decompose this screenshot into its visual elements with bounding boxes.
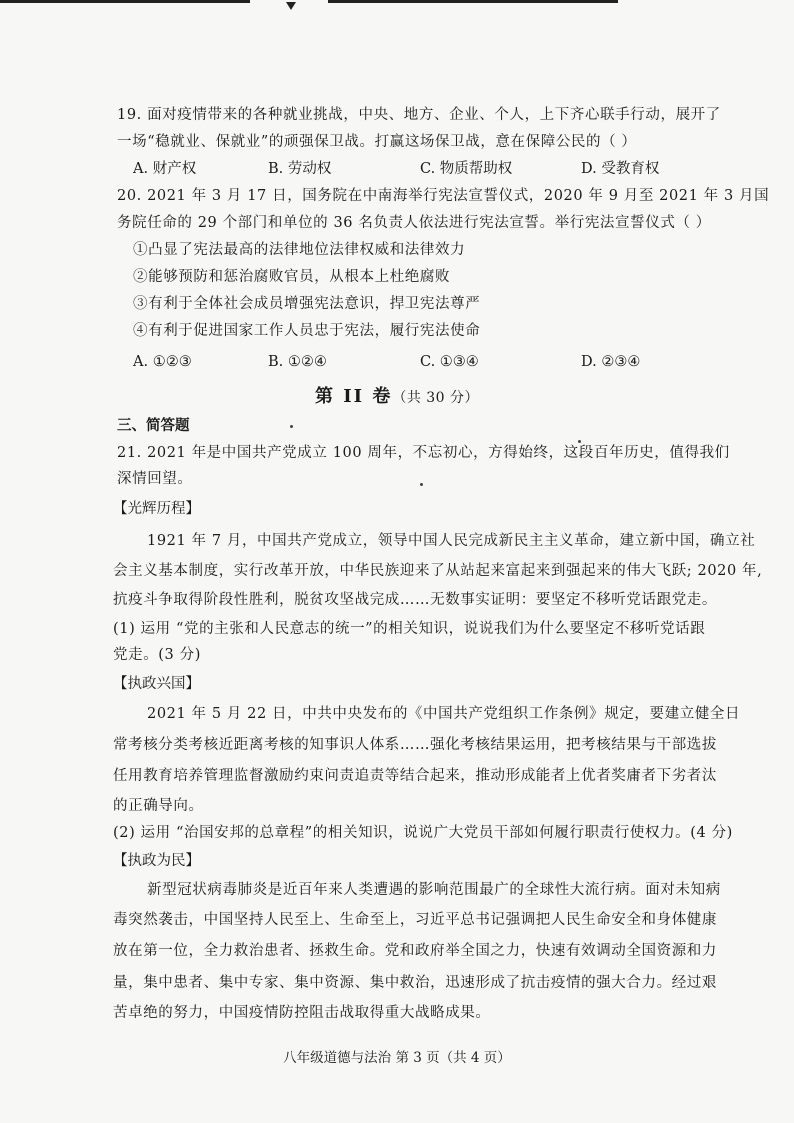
q20-statement-3: ③有利于全体社会成员增强宪法意识，捍卫宪法尊严 — [133, 296, 481, 312]
q20-option-a: A. ①②③ — [133, 354, 192, 370]
part2-score: （共 30 分） — [392, 390, 480, 406]
q21-heading-governing: 【执政兴国】 — [113, 676, 200, 692]
q20-statement-2: ②能够预防和惩治腐败官员，从根本上杜绝腐败 — [133, 269, 451, 285]
q19-line1: 19. 面对疫情带来的各种就业挑战，中央、地方、企业、个人，上下齐心联手行动，展开了 — [117, 107, 721, 123]
q21-material3-line5: 苦卓绝的努力，中国疫情防控阻击战取得重大战略成果。 — [113, 1005, 491, 1021]
q21-material1-line2: 会主义基本制度，实行改革开放，中华民族迎来了从站起来富起来到强起来的伟大飞跃; 2020 年, — [113, 563, 763, 579]
scan-speck — [578, 440, 581, 443]
q21-material2-line2: 常考核分类考核近距离考核的知事识人体系……强化考核结果运用，把考核结果与干部选拔 — [113, 737, 717, 753]
part2-title-text: 第 II 卷 — [314, 386, 393, 407]
q19-option-c: C. 物质帮助权 — [420, 161, 513, 177]
q19-line2: 一场“稳就业、保就业”的顽强保卫战。打赢这场保卫战，意在保障公民的（ ） — [117, 134, 637, 150]
q21-material2-line3: 任用教育培养管理监督激励约束问责追责等结合起来，推动形成能者上优者奖庸者下劣者汰 — [113, 768, 717, 784]
q21-material1-line3: 抗疫斗争取得阶段性胜利，脱贫攻坚战完成……无数事实证明：要坚定不移听党话跟党走。 — [113, 592, 717, 608]
q21-material3-line4: 量，集中患者、集中专家、集中资源、集中救治，迅速形成了抗击疫情的强大合力。经过艰 — [113, 975, 717, 991]
q21-subquestion2: (2) 运用 “治国安邦的总章程”的相关知识，说说广大党员干部如何履行职责行使权力。(4 分) — [113, 825, 733, 841]
q21-material2-line1: 2021 年 5 月 22 日，中共中央发布的《中国共产党组织工作条例》规定，要建立健全日 — [147, 706, 741, 722]
q21-intro-line2: 深情回望。 — [117, 471, 193, 487]
q20-option-b: B. ①②④ — [268, 354, 327, 370]
q21-subquestion1-line1: (1) 运用 “党的主张和人民意志的统一”的相关知识，说说我们为什么要坚定不移听党话跟 — [113, 621, 706, 637]
q20-line2: 务院任命的 29 个部门和单位的 36 名负责人依法进行宪法宣誓。举行宪法宣誓仪式（ ） — [117, 215, 711, 231]
part2-title — [0, 382, 794, 408]
q21-heading-for-people: 【执政为民】 — [113, 853, 200, 869]
q20-option-c: C. ①③④ — [420, 354, 479, 370]
scan-edge-mark — [328, 0, 618, 3]
scan-arrow-mark — [286, 2, 296, 10]
q21-heading-glorious-history: 【光辉历程】 — [113, 501, 200, 517]
page-footer: 八年级道德与法治 第 3 页（共 4 页） — [283, 1050, 511, 1066]
q21-intro-line1: 21. 2021 年是中国共产党成立 100 周年，不忘初心，方得始终，这段百年历史，值得我们 — [117, 445, 730, 461]
section-3-heading: 三、简答题 — [117, 417, 190, 434]
scan-speck — [420, 483, 423, 486]
q21-material2-line4: 的正确导向。 — [113, 798, 204, 814]
q19-option-a: A. 财产权 — [133, 161, 197, 177]
q19-option-d: D. 受教育权 — [581, 161, 660, 177]
q20-line1: 20. 2021 年 3 月 17 日，国务院在中南海举行宪法宣誓仪式，2020 年 9 月至 2021 年 3 月国 — [117, 188, 770, 204]
q21-material1-line1: 1921 年 7 月，中国共产党成立，领导中国人民完成新民主主义革命，建立新中国，确立社 — [147, 533, 756, 549]
q19-option-b: B. 劳动权 — [268, 161, 332, 177]
q21-material3-line2: 毒突然袭击，中国坚持人民至上、生命至上，习近平总书记强调把人民生命安全和身体健康 — [113, 912, 717, 928]
scan-edge-mark — [0, 0, 250, 3]
q20-statement-4: ④有利于促进国家工作人员忠于宪法，履行宪法使命 — [133, 323, 481, 339]
q20-option-d: D. ②③④ — [581, 354, 641, 370]
q21-material3-line3: 放在第一位，全力救治患者、拯救生命。党和政府举全国之力，快速有效调动全国资源和力 — [113, 943, 717, 959]
q20-statement-1: ①凸显了宪法最高的法律地位法律权威和法律效力 — [133, 242, 466, 258]
scan-speck — [290, 425, 293, 428]
q21-material3-line1: 新型冠状病毒肺炎是近百年来人类遭遇的影响范围最广的全球性大流行病。面对未知病 — [147, 882, 721, 898]
q21-subquestion1-line2: 党走。(3 分) — [113, 647, 201, 663]
